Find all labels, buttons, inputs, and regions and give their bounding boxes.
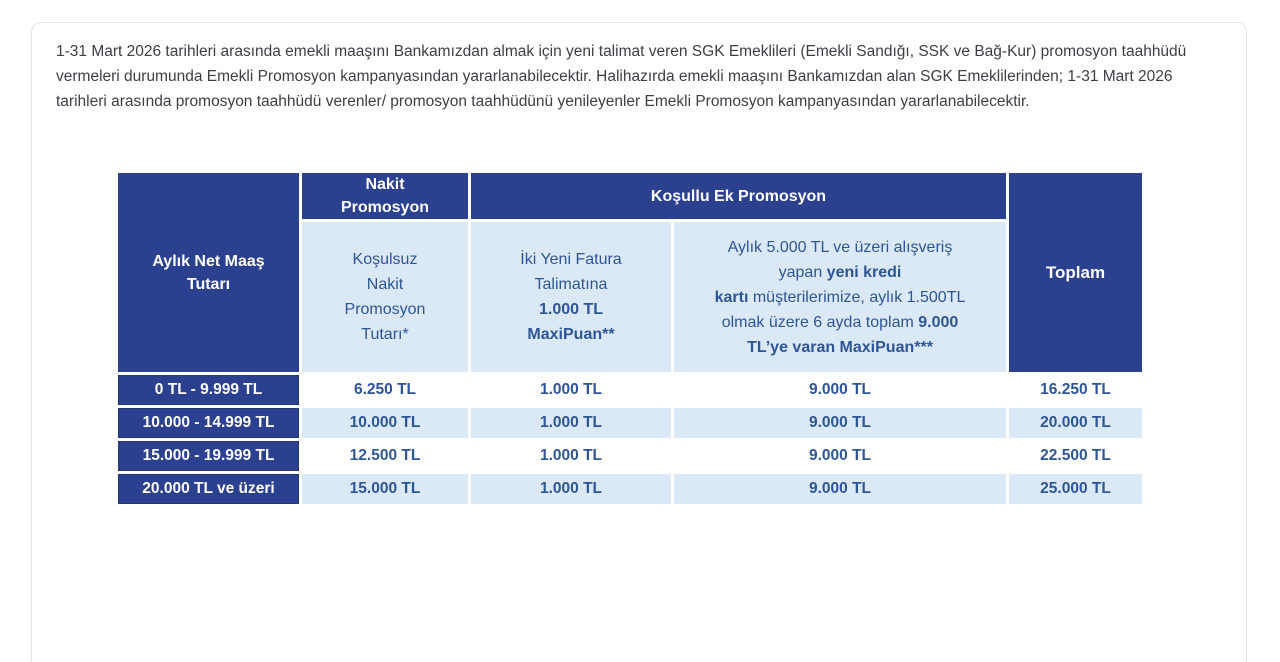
text-segment: İki Yeni Fatura [520, 251, 622, 268]
amount-cell: 9.000 TL [674, 408, 1006, 438]
amount-cell: 20.000 TL [1009, 408, 1142, 438]
text-segment: Nakit [366, 276, 404, 293]
amount-cell: 25.000 TL [1009, 474, 1142, 504]
bold-text-segment: MaxiPuan** [527, 326, 615, 343]
subheader-credit-card-maxipuan [674, 222, 1006, 372]
bold-text-segment: kartı [714, 288, 749, 306]
bold-text-segment: 9.000 [918, 313, 959, 331]
text-segment: yapan [778, 263, 827, 281]
subheader-unconditional-cash-promotion [302, 222, 468, 372]
text-segment: Promosyon [344, 301, 426, 318]
salary-range-label: 10.000 - 14.999 TL [118, 408, 299, 438]
text-segment: Koşulsuz [352, 251, 418, 268]
amount-cell: 1.000 TL [471, 474, 671, 504]
amount-cell: 9.000 TL [674, 375, 1006, 405]
amount-cell: 9.000 TL [674, 474, 1006, 504]
amount-cell: 9.000 TL [674, 441, 1006, 471]
text-segment: Tutarı* [361, 326, 409, 343]
amount-cell: 1.000 TL [471, 408, 671, 438]
amount-cell: 6.250 TL [302, 375, 468, 405]
bold-text-segment: yeni kredi [826, 263, 902, 281]
promotion-table [115, 170, 1145, 507]
table-row [118, 408, 1142, 438]
promo-info-card [31, 22, 1247, 662]
amount-cell: 12.500 TL [302, 441, 468, 471]
col-header-total: Toplam [1009, 173, 1142, 372]
table-row [118, 441, 1142, 471]
amount-cell: 10.000 TL [302, 408, 468, 438]
bold-text-segment: TL’ye varan MaxiPuan*** [747, 338, 933, 356]
amount-cell: 1.000 TL [471, 441, 671, 471]
text-segment: olmak üzere 6 ayda toplam [721, 313, 919, 331]
text-segment: Talimatına [534, 276, 608, 293]
text-segment: Aylık 5.000 TL ve üzeri alışveriş [727, 238, 953, 256]
text-segment: müşterilerimize, aylık 1.500TL [748, 288, 966, 306]
table-row [118, 474, 1142, 504]
salary-range-label: 15.000 - 19.999 TL [118, 441, 299, 471]
campaign-description: 1-31 Mart 2026 tarihleri arasında emekli maaşını Bankamızdan almak için yeni talimat veren SGK Emeklileri (Emekli Sandığı, SSK ve Bağ-Kur) promosyon taahhüdü vermeleri durumunda Emekli Promosyon kampanyasından yararlanabilecektir. Halihazırda emekli maaşını Bankamızdan alan SGK Emeklilerinden; 1-31 Mart 2026 tarihleri arasında promosyon taahhüdü verenler/ promosyon taahhüdünü yenileyenler Emekli Promosyon kampanyasından yararlanabilecektir. [56, 43, 1187, 110]
group-header-row [118, 173, 1142, 219]
col-header-monthly-net-salary: Aylık Net Maaş Tutarı [118, 173, 299, 372]
salary-range-label: 0 TL - 9.999 TL [118, 375, 299, 405]
salary-range-label: 20.000 TL ve üzeri [118, 474, 299, 504]
bold-text-segment: 1.000 TL [538, 301, 604, 318]
amount-cell: 15.000 TL [302, 474, 468, 504]
col-header-cash-promotion: Nakit Promosyon [302, 173, 468, 219]
amount-cell: 16.250 TL [1009, 375, 1142, 405]
amount-cell: 22.500 TL [1009, 441, 1142, 471]
table-body [118, 375, 1142, 504]
col-header-conditional-extra-promotion: Koşullu Ek Promosyon [471, 173, 1006, 219]
table-row [118, 375, 1142, 405]
subheader-bill-instruction-maxipuan [471, 222, 671, 372]
amount-cell: 1.000 TL [471, 375, 671, 405]
